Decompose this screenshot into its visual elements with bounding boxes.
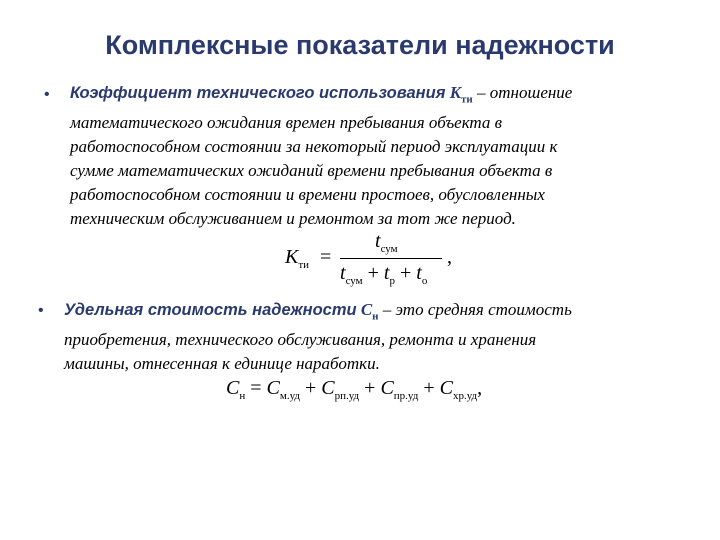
bullet-1: • — [44, 86, 50, 103]
fraction-line — [340, 258, 442, 259]
formula-1-tail: , — [447, 246, 452, 268]
item-2-first-line — [64, 298, 704, 328]
formula-cn: $C_н = C_{м.уд} + C_{рп.уд} + C_{пр.уд} + C_{хр.уд}$, — [226, 377, 483, 402]
item-1-line: математического ожидания времен пребывания объекта в — [70, 113, 503, 133]
item-1-line: работоспособном состоянии за некоторый период эксплуатации к — [70, 137, 558, 157]
item-2-paragraph — [64, 298, 704, 376]
item-1-line: сумме математических ожиданий времени пребывания объекта в — [70, 161, 553, 181]
item-1-first-line — [70, 81, 700, 111]
slide-title: Комплексные показатели надежности — [105, 30, 615, 60]
item-2-line: машины, отнесенная к единице наработки. — [64, 354, 380, 374]
item-2-lead-text: – это средняя стоимость — [378, 300, 572, 319]
item-1-line: работоспособном состоянии и времени простоев, обусловленных — [70, 185, 545, 205]
item-1-line: техническим обслуживанием и ремонтом за тот же период. — [70, 209, 516, 229]
formula-1-denominator: $t_{сум} + t_р + t_о$ — [340, 262, 428, 287]
formula-1-lhs: $K_{ти}$ — [285, 246, 310, 271]
item-1-term: Коэффициент технического использования — [70, 84, 446, 102]
item-1-paragraph — [70, 81, 700, 231]
item-2-term: Удельная стоимость надежности — [64, 301, 357, 319]
item-2-line: приобретения, технического обслуживания, ремонта и хранения — [64, 330, 537, 350]
bullet-2: • — [38, 302, 44, 319]
item-1-symbol: $K_{ти}$ — [449, 83, 473, 106]
item-1-lead-text: – отношение — [472, 83, 573, 102]
formula-1-numerator: $t_{сум}$ — [375, 230, 398, 255]
item-2-symbol: $C_н$ — [360, 300, 379, 323]
formula-1-eq: = — [320, 246, 332, 268]
